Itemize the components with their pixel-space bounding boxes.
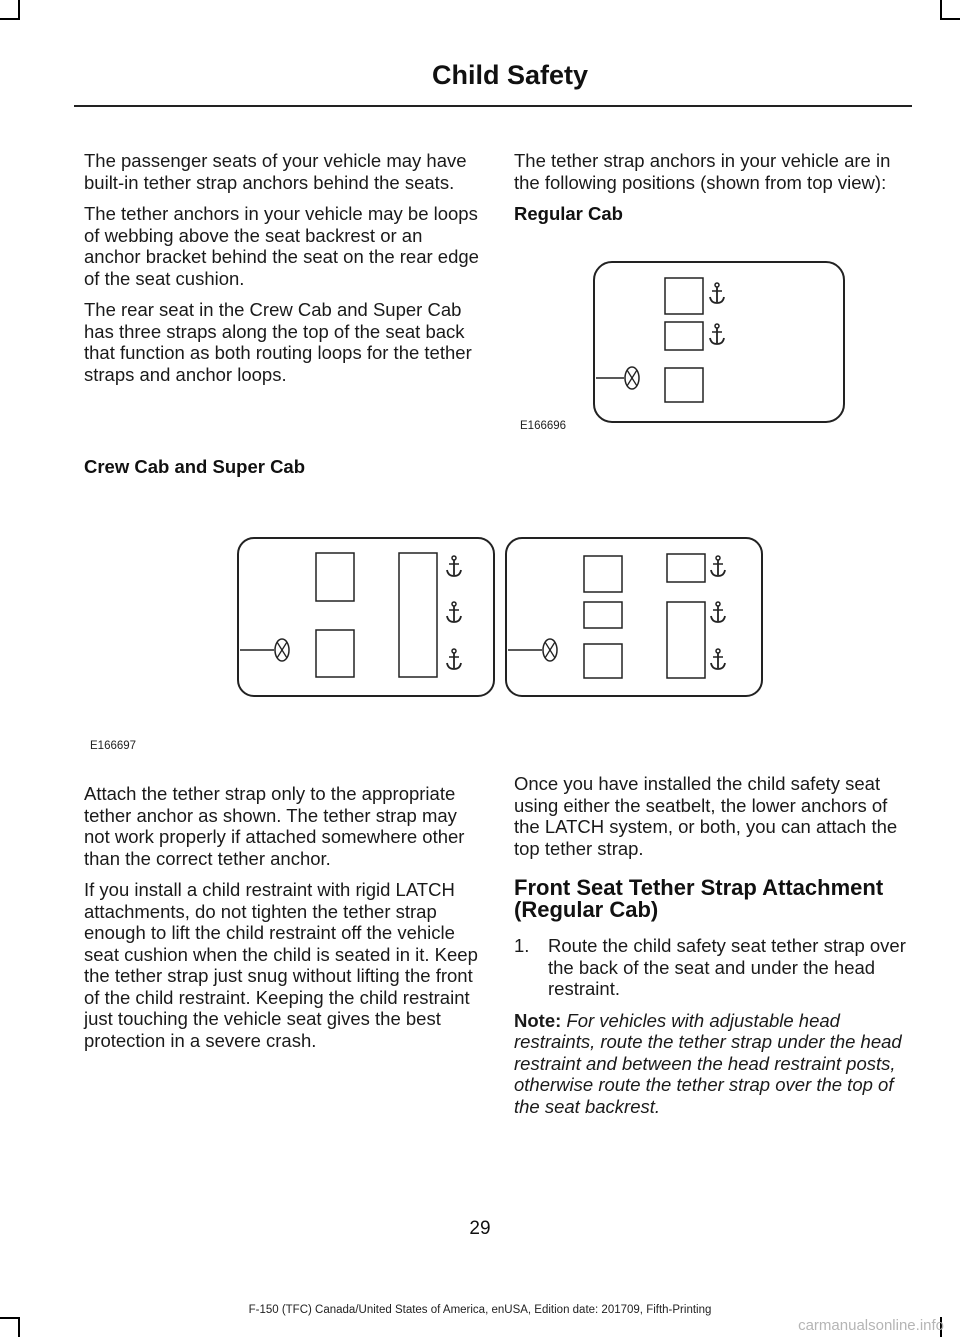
anchor-icon bbox=[707, 323, 727, 352]
seat bbox=[667, 554, 705, 582]
anchor-icon bbox=[707, 282, 727, 311]
anchor-icon bbox=[708, 601, 728, 630]
steering-wheel-icon bbox=[596, 364, 644, 397]
right-column-top bbox=[514, 150, 910, 225]
seat bbox=[584, 556, 622, 592]
paragraph: The passenger seats of your vehicle may have built-in tether strap anchors behind the seats. bbox=[84, 150, 467, 193]
list-item bbox=[514, 935, 910, 1000]
subheading-regular-cab: Regular Cab bbox=[514, 203, 623, 224]
page-number: 29 bbox=[469, 1218, 491, 1239]
right-column-bottom bbox=[514, 773, 910, 1117]
crop-mark bbox=[940, 18, 960, 20]
seat bbox=[316, 553, 354, 601]
steering-wheel-icon bbox=[508, 636, 560, 669]
paragraph: The rear seat in the Crew Cab and Super Cab has three straps along the top of the seat back that function as both routing loops for the tether straps and anchor loops. bbox=[84, 299, 472, 385]
left-column-bottom bbox=[84, 783, 480, 1061]
steering-wheel-icon bbox=[240, 636, 292, 669]
seat bbox=[584, 602, 622, 628]
seat bbox=[665, 278, 703, 314]
step-number: 1. bbox=[514, 935, 530, 956]
paragraph: The tether anchors in your vehicle may be loops of webbing above the seat backrest or an anchor bracket behind the seat on the rear edge of the seat cushion. bbox=[84, 203, 479, 289]
crop-mark bbox=[18, 1317, 20, 1337]
seat bbox=[316, 630, 354, 677]
watermark: carmanualsonline.info bbox=[798, 1317, 944, 1334]
note-text: For vehicles with adjustable head restraints, route the tether strap under the head restraint and between the head restraint posts, otherwise route the tether strap over the top of the seat backrest. bbox=[514, 1009, 902, 1117]
anchor-icon bbox=[708, 648, 728, 677]
crop-mark bbox=[940, 0, 942, 20]
seat bbox=[584, 644, 622, 678]
left-column-top bbox=[84, 150, 480, 395]
seat bbox=[665, 322, 703, 350]
anchor-icon bbox=[444, 555, 464, 584]
crop-mark bbox=[0, 18, 20, 20]
subheading-crew-cab: Crew Cab and Super Cab bbox=[84, 456, 306, 477]
note-label: Note: bbox=[514, 1009, 562, 1031]
paragraph: The tether strap anchors in your vehicle are in the following positions (shown from top view): bbox=[514, 150, 891, 193]
paragraph: Once you have installed the child safety seat using either the seatbelt, the lower anchors of the LATCH system, or both, you can attach the top tether strap. bbox=[514, 773, 898, 859]
seat bbox=[665, 368, 703, 402]
figure-code: E166696 bbox=[520, 420, 567, 432]
crop-mark bbox=[0, 1317, 20, 1319]
anchor-icon bbox=[444, 648, 464, 677]
rear-bench bbox=[399, 553, 437, 677]
paragraph: Attach the tether strap only to the appropriate tether anchor as shown. The tether strap may not work properly if attached somewhere other than the correct tether anchor. bbox=[84, 783, 465, 869]
header-divider bbox=[74, 105, 912, 107]
page-title: Child Safety bbox=[431, 60, 588, 90]
anchor-icon bbox=[708, 555, 728, 584]
rear-bench bbox=[667, 602, 705, 678]
step-text: Route the child safety seat tether strap over the back of the seat and under the head restraint. bbox=[548, 935, 906, 999]
crop-mark bbox=[18, 0, 20, 20]
note bbox=[514, 1010, 910, 1118]
paragraph: If you install a child restraint with rigid LATCH attachments, do not tighten the tether strap enough to lift the child restraint off the vehicle seat cushion when the child is seated in it. Keep the tether strap just snug without lifting the front of the child restraint. Keeping the child restraint just touching the vehicle seat gives the best protection in a severe crash. bbox=[84, 879, 478, 1051]
anchor-icon bbox=[444, 601, 464, 630]
section-heading: Front Seat Tether Strap Attachment (Regular Cab) bbox=[514, 875, 884, 922]
edition-footer: F-150 (TFC) Canada/United States of America, enUSA, Edition date: 201709, Fifth-Printing bbox=[248, 1304, 712, 1316]
figure-code: E166697 bbox=[90, 740, 137, 752]
